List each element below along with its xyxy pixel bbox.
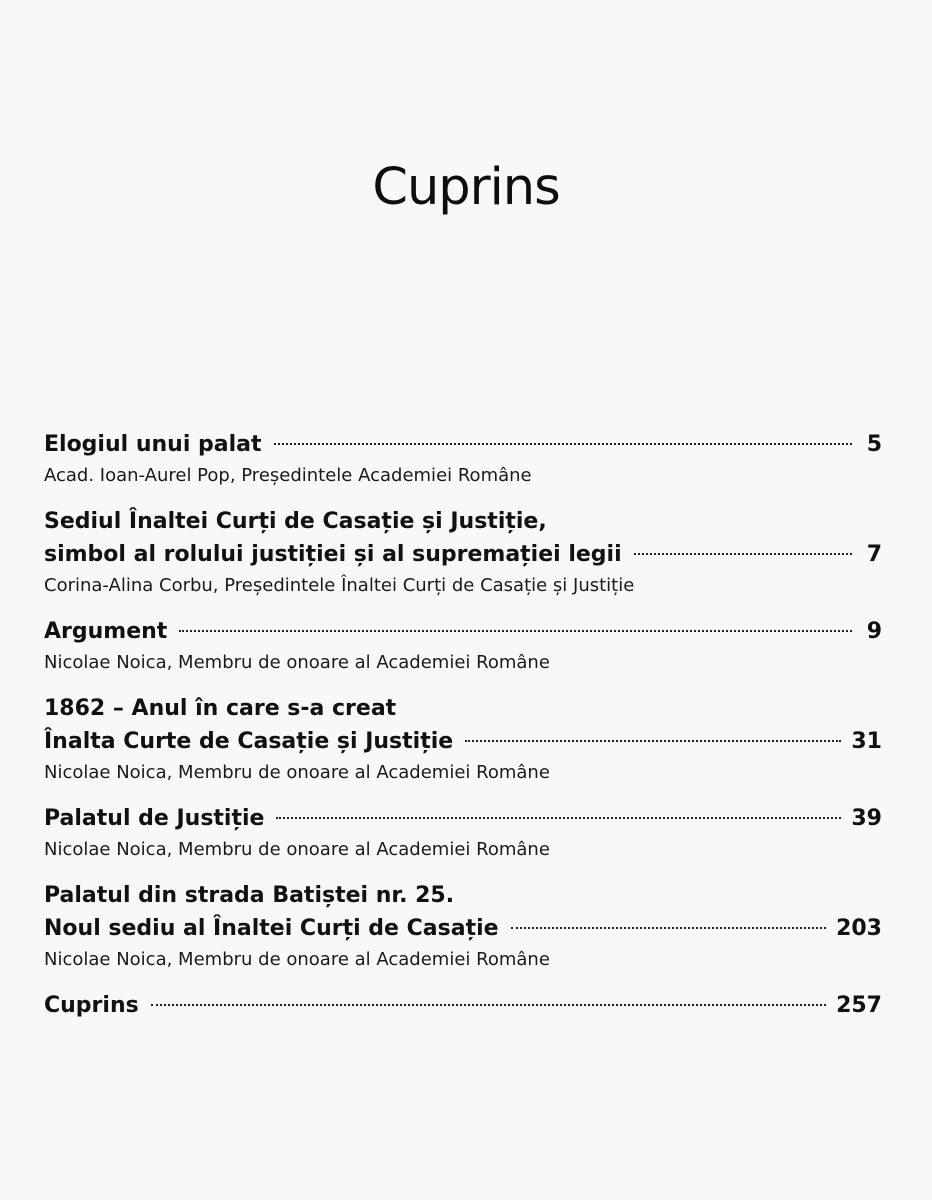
dot-leader — [276, 817, 841, 819]
toc-entry-title: Elogiul unui palat — [44, 432, 262, 457]
toc-page-number: 9 — [866, 619, 882, 644]
toc-entry — [44, 879, 882, 975]
toc-entry-title: Noul sediu al Înaltei Curți de Casație — [44, 916, 499, 941]
toc-entry — [44, 692, 882, 788]
dot-leader — [151, 1004, 826, 1006]
page-title: Cuprins — [372, 158, 560, 217]
toc-entry-title-line — [44, 989, 882, 1022]
toc-entry — [44, 802, 882, 865]
toc-entry-title: Argument — [44, 619, 168, 644]
toc-entry-author: Acad. Ioan-Aurel Pop, Președintele Academiei Române — [44, 465, 532, 486]
toc-entry-title-line — [44, 615, 882, 648]
toc-entry-title-line — [44, 802, 882, 835]
toc-entry — [44, 428, 882, 491]
toc-page-number: 203 — [836, 916, 882, 941]
toc-entry-title: Înalta Curte de Casație și Justiție — [44, 729, 454, 754]
toc-entry-title: Palatul din strada Batiștei nr. 25. — [44, 883, 455, 908]
toc-entry-author: Nicolae Noica, Membru de onoare al Academiei Române — [44, 762, 550, 783]
toc-entry-title: Sediul Înaltei Curți de Casație și Justiție, — [44, 509, 547, 534]
toc-entry — [44, 615, 882, 678]
toc-page-number: 31 — [851, 729, 882, 754]
table-of-contents — [44, 428, 882, 1036]
toc-entry-title-line — [44, 538, 882, 571]
toc-page-number: 257 — [836, 993, 882, 1018]
toc-entry-author: Nicolae Noica, Membru de onoare al Academiei Române — [44, 839, 550, 860]
dot-leader — [179, 630, 852, 632]
toc-entry-author: Nicolae Noica, Membru de onoare al Academiei Române — [44, 652, 550, 673]
dot-leader — [511, 927, 827, 929]
toc-entry-title: Palatul de Justiție — [44, 806, 265, 831]
toc-entry-title: simbol al rolului justiției și al supremației legii — [44, 542, 622, 567]
dot-leader — [274, 443, 852, 445]
dot-leader — [465, 740, 841, 742]
toc-entry-title-line — [44, 725, 882, 758]
toc-entry-title-line — [44, 912, 882, 945]
toc-entry-title-line — [44, 428, 882, 461]
dot-leader — [634, 553, 852, 555]
toc-page-number: 5 — [866, 432, 882, 457]
toc-page-number: 7 — [866, 542, 882, 567]
toc-entry — [44, 505, 882, 601]
toc-entry-title: Cuprins — [44, 993, 139, 1018]
toc-entry-author: Corina-Alina Corbu, Președintele Înaltei Curți de Casație și Justiție — [44, 575, 635, 596]
toc-entry — [44, 989, 882, 1022]
toc-entry-title: 1862 – Anul în care s-a creat — [44, 696, 397, 721]
toc-page-number: 39 — [851, 806, 882, 831]
toc-entry-author: Nicolae Noica, Membru de onoare al Academiei Române — [44, 949, 550, 970]
